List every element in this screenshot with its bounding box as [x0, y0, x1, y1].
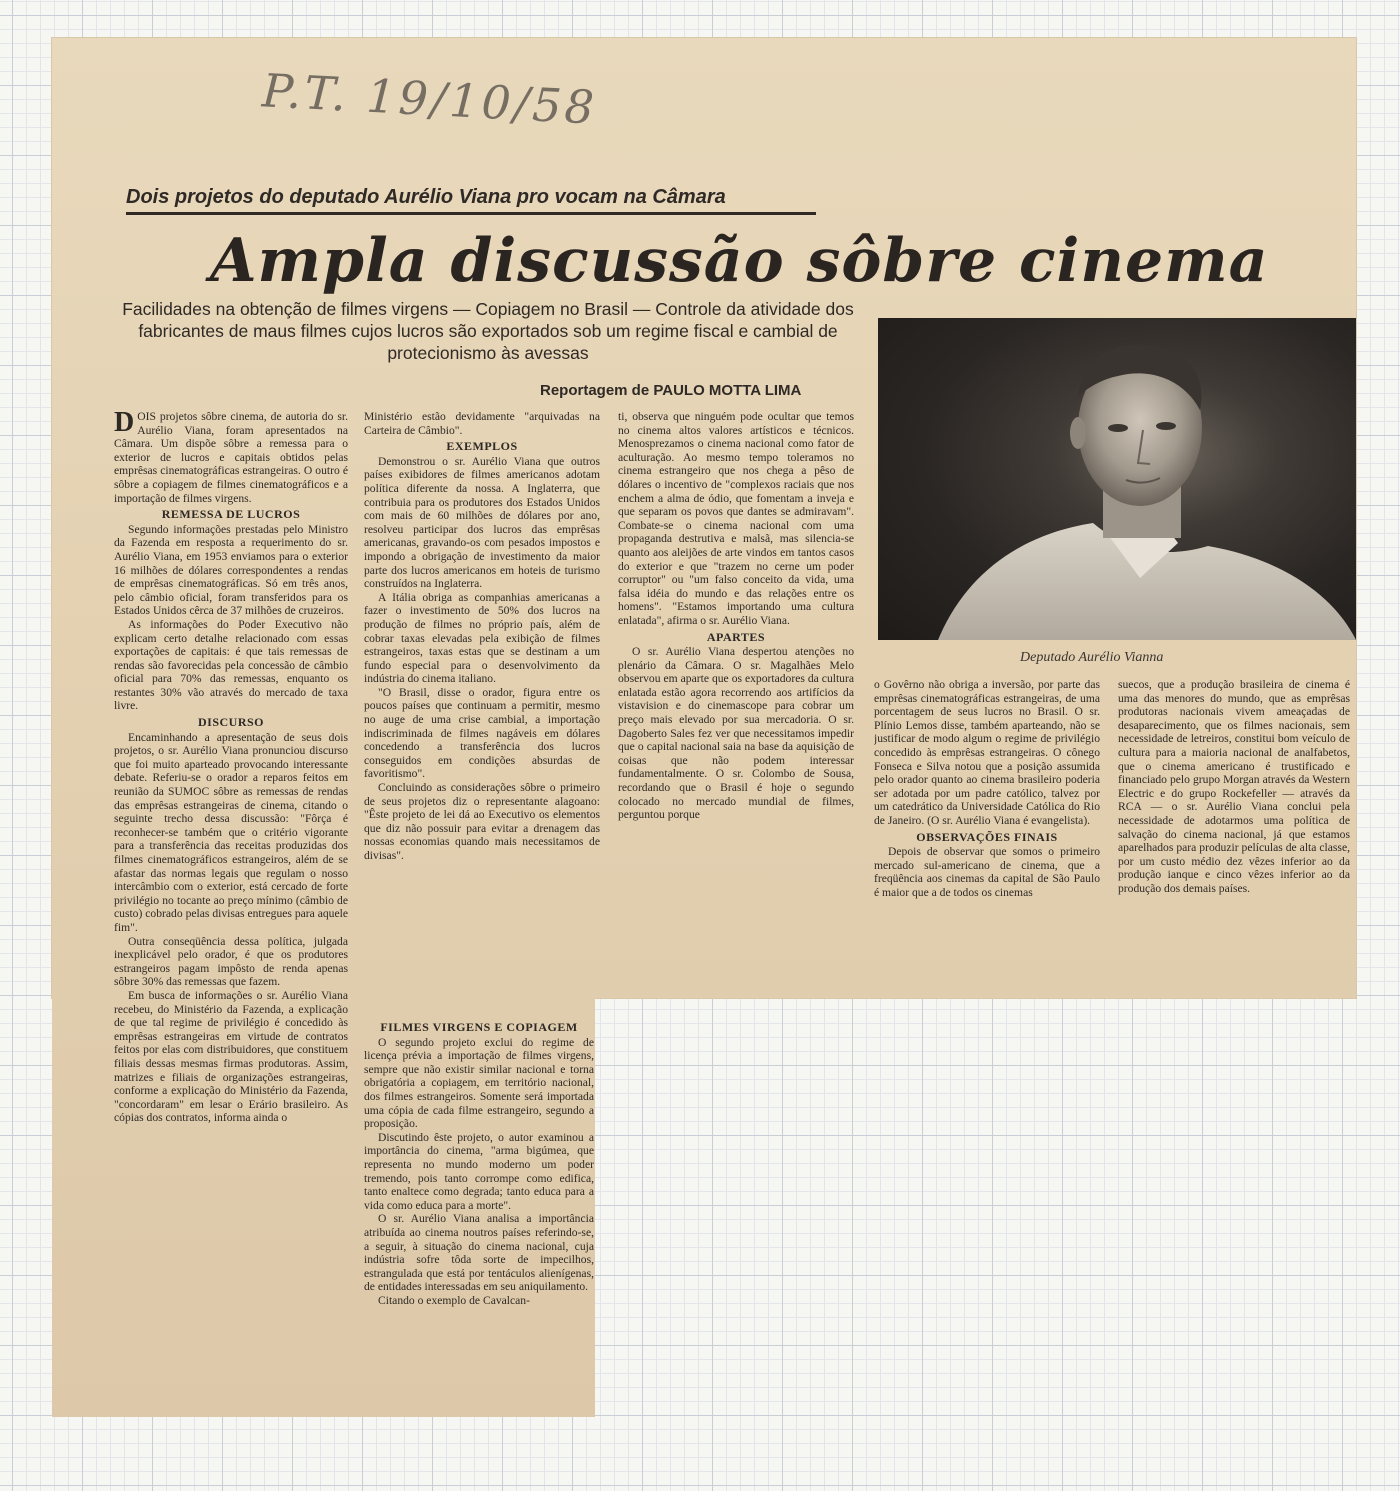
paragraph: O sr. Aurélio Viana analisa a importância atribuída ao cinema noutros países referindo-se, a seguir, à situação do cinema nacional, cuja indústria sofre tôda sorte de impecilhos, estrangulada que está por tentáculos alienígenas, de entidades interessadas em seu aniquilamento. [364, 1212, 594, 1294]
paragraph: Depois de observar que somos o primeiro mercado sul-americano de cinema, que a freqüência aos cinemas da capital de São Paulo é maior que a de todos os cinemas [874, 845, 1100, 899]
paragraph: Ministério estão devidamente "arquivadas na Carteira de Câmbio". [364, 410, 600, 437]
drop-cap: D [114, 410, 135, 438]
headline: Ampla discussão sôbre cinema [210, 226, 1269, 296]
paragraph: Concluindo as considerações sôbre o primeiro de seus projetos diz o representante alagoano: "Êste projeto de lei dá ao Executivo os elementos que diz não possuir para evitar a drenagem das nossas economias quando mais necessitamos de divisas". [364, 781, 600, 862]
paragraph: Em busca de informações o sr. Aurélio Viana recebeu, do Ministério da Fazenda, a explicação de que tal regime de privilégio é concedido às emprêsas estrangeiras em virtude de contratos feitos por elas com distribuidores, que constituem filiais dessas mesmas firmas produtoras. Assim, matrizes e filiais de organizações estrangeiras, conforme a explicação do Ministério da Fazenda, "concordaram" em lesar o Erário brasileiro. As cópias dos contratos, informa ainda o [114, 988, 348, 1125]
article-column-5 [1118, 678, 1350, 992]
paragraph: Segundo informações prestadas pelo Ministro da Fazenda em resposta a requerimento do sr. Aurélio Viana, em 1953 enviamos para o exterior 16 milhões de dólares correspondentes a rendas de emprêsas cinematográficas. Só em três anos, pelo câmbio oficial, foram transferidos para os Estados Unidos cêrca de 37 milhões de cruzeiros. [114, 522, 348, 618]
article-column-2-lower [364, 1018, 594, 1412]
subheading: OBSERVAÇÕES FINAIS [916, 829, 1058, 844]
paragraph: As informações do Poder Executivo não explicam certo detalhe relacionado com essas exportações de capitais: é que tais remessas de rendas são favorecidas pela concessão de câmbio oficial para 70% das remessas, enquanto os restantes 30% vão através do mercado de taxa livre. [114, 617, 348, 713]
handwritten-date: P.T. 19/10/58 [260, 63, 599, 135]
paragraph: ti, observa que ninguém pode ocultar que temos no cinema altos valores artísticos e técnicos. Menosprezamos o cinema nacional como fator de aculturação. Ao mesmo tempo toleramos no cinema estrangeiro que nos chega a pêso de dólares o incentivo de "complexos raciais que nos enchem a alma de ódio, que fomentam a inveja e que separam os povos que dantes se admiravam". Combate-se o cinema nacional com uma propaganda destrutiva e malsã, mas silencia-se quanto aos aleijões de arte vindos em tantos casos do exterior e que "trazem no cerne um poder corruptor" ou "um falso conceito da vida, uma falsa idéia do mundo e das relações entre os homens". "Estamos importando uma cultura enlatada", afirma o sr. Aurélio Viana. [618, 410, 854, 627]
subheading: REMESSA DE LUCROS [161, 507, 301, 522]
article-column-3 [618, 410, 854, 995]
article-column-4 [874, 678, 1100, 992]
article-column-1 [114, 410, 348, 1410]
paragraph: Encaminhando a apresentação de seus dois projetos, o sr. Aurélio Viana pronunciou discurso que foi muito aparteado provocando interessante debate. Referiu-se o orador a reparos feitos em reunião da SUMOC sôbre as remessas de rendas das emprêsas estrangeiras de cinema, citando o seguinte trecho dessa discussão: "Fôrça é reconhecer-se também que o critério vigorante para a transferência das receitas produzidas dos filmes cinematográficos estrangeiros, além de se afastar das normas legais que regulam o nosso intercâmbio com o exterior, está cercado de forte privilégio no tocante ao preço mínimo (câmbio de custo) cobrado pelas divisas entregues para aquele fim". [114, 730, 348, 934]
portrait-illustration [878, 318, 1356, 640]
portrait-photo [878, 318, 1356, 640]
paragraph: A Itália obriga as companhias americanas a fazer o investimento de 50% dos lucros na produção de filmes no próprio país, além de cobrar taxas elevadas pela exibição de filmes estrangeiros, taxas estas que se destinam a um fundo especial para o desenvolvimento da indústria do cinema italiano. [364, 590, 600, 686]
kicker: Dois projetos do deputado Aurélio Viana pro vocam na Câmara [126, 186, 816, 215]
paragraph: "O Brasil, disse o orador, figura entre os poucos países que continuam a permitir, mesmo no auge de uma crise cambial, a importação indiscriminada de filmes nagáveis em dólares concedendo a transferência dos lucros conseguidos em condições absurdas de favoritismo". [364, 685, 600, 781]
paragraph: Outra conseqüência dessa política, julgada inexplicável pelo orador, é que os produtores estrangeiros pagam impôsto de renda apenas sôbre 30% das remessas que fazem. [114, 934, 348, 989]
paragraph: O segundo projeto exclui do regime de licença prévia a importação de filmes virgens, sempre que não existir similar nacional e torna obrigatória a copiagem, em território nacional, dos filmes estrangeiros. Somente será importada uma cópia de cada filme estrangeiro, segundo a proposição. [364, 1035, 594, 1131]
article-column-2 [364, 410, 600, 1014]
paragraph: OIS projetos sôbre cinema, de autoria do sr. Aurélio Viana, foram apresentados na Câmara. Um dispõe sôbre a remessa para o exterior de lucros e capitais obtidos pelas emprêsas cinematográficas estrangeiras. O outro é sôbre a copiagem de filmes cinematográficos e a importação de filmes virgens. [114, 410, 348, 505]
paragraph: Discutindo êste projeto, o autor examinou a importância do cinema, "arma bigúmea, que representa no mundo moderno um poder tremendo, pois tanto corrompe como edifica, tanto enaltece como degrada; tanto educa para a vida como educa para a morte". [364, 1130, 594, 1212]
paragraph: suecos, que a produção brasileira de cinema é uma das menores do mundo, que as emprêsas produtoras nacionais vivem ameaçadas de desaparecimento, que os filmes nacionais, sem necessidade de letreiros, constitui bom veículo de cultura para a maioria nacional de analfabetos, que o cinema americano é trustificado e financiado pelo grupo Morgan através da Western Electric e do grupo Rockefeller — através da RCA — o sr. Aurélio Viana conclui pela necessidade de adotarmos uma política de salvação do cinema nacional, já que estamos aparelhados para produzir películas de alta classe, por um custo médio dez vêzes inferior ao da produção ianque e cinco vêzes inferior ao da produção dos demais países. [1118, 678, 1350, 895]
paragraph: o Govêrno não obriga a inversão, por parte das emprêsas cinematográficas estrangeiras, de uma porcentagem de seus lucros no Brasil. O sr. Plínio Lemos disse, também aparteando, não se justificar de modo algum o regime de privilégio concedido às emprêsas estrangeiras. O cônego Fonseca e Silva notou que a posição assumida pelo orador quanto ao cinema brasileiro poderia ser adotada por um padre católico, talvez por um catedrático da Universidade Católica do Rio de Janeiro. (O sr. Aurélio Viana é evangelista). [874, 678, 1100, 827]
photo-caption: Deputado Aurélio Vianna [1020, 650, 1164, 665]
deck: Facilidades na obtenção de filmes virgens — Copiagem no Brasil — Controle da atividade dos fabricantes de maus filmes cujos lucros são exportados sob um regime fiscal e cambial de protecionismo às avessas [122, 299, 854, 363]
paragraph: O sr. Aurélio Viana despertou atenções no plenário da Câmara. O sr. Magalhães Melo observou em aparte que os exportadores da cultura enlatada estão agora recorrendo aos artifícios da vistavision e do cinemascope para cobrar um preço mais elevado por sua mercadoria. O sr. Dagoberto Sales fez ver que necessitamos impedir que o capital nacional saia na base da aquisição de coisas que não podem interessar fundamentalmente. O sr. Colombo de Sousa, recordando que o Brasil é hoje o segundo colocado no mercado mundial de filmes, perguntou porque [618, 645, 854, 822]
subheading: FILMES VIRGENS E COPIAGEM [380, 1020, 578, 1034]
subheading: EXEMPLOS [446, 439, 518, 454]
paragraph: Demonstrou o sr. Aurélio Viana que outros países exibidores de filmes americanos adotam política diferente da nossa. A Inglaterra, que contribuia para os produtores dos Estados Unidos com mais de 60 milhões de dólares por ano, resolveu participar dos lucros das emprêsas americanas, gravando-os com pesados impostos e impondo a obrigação de investimento da maior parte dos lucros americanos em hoteis de turismo construídos na Inglaterra. [364, 454, 600, 591]
paragraph: Citando o exemplo de Cavalcan- [378, 1293, 530, 1307]
subheading: APARTES [706, 629, 766, 644]
subheading: DISCURSO [197, 715, 264, 730]
byline: Reportagem de PAULO MOTTA LIMA [540, 382, 802, 399]
